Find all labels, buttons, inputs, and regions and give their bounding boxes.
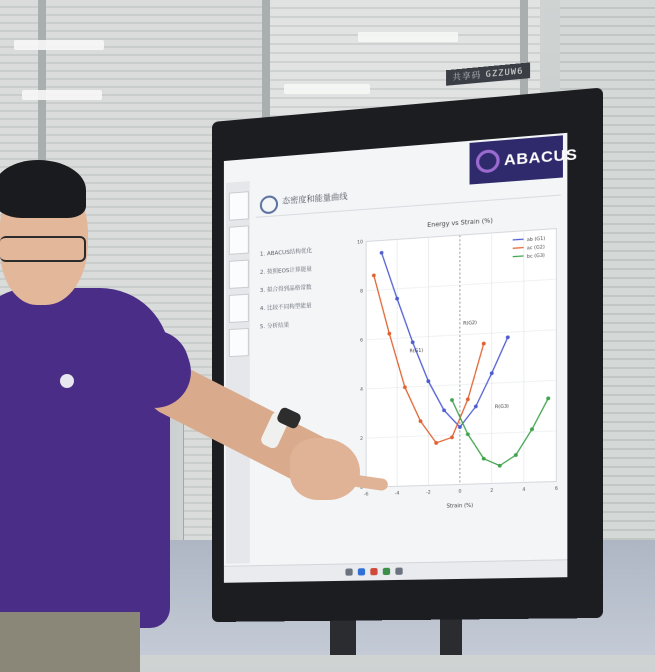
slide-thumbnail[interactable] [229, 294, 249, 323]
plot-area [366, 229, 556, 488]
ceiling-light [284, 84, 370, 94]
bullet-item: 4. 比较不同构型能量 [259, 303, 312, 313]
taskbar-app-icon[interactable] [370, 568, 377, 575]
bullet-item: 5. 分析结果 [259, 322, 290, 331]
x-tick-label: 0 [458, 489, 462, 495]
x-tick-label: -4 [394, 491, 400, 497]
glasses [0, 236, 86, 262]
chart-annotation: R(G1) [409, 348, 424, 355]
legend-label: ab (G1) [526, 236, 546, 243]
slide-thumbnail[interactable] [229, 260, 249, 289]
person-hair [0, 160, 86, 218]
legend-label: bc (G3) [526, 253, 545, 260]
legend [513, 235, 546, 260]
bullet-item: 1. ABACUS结构优化 [259, 248, 313, 258]
share-code-label: 共享码 [452, 70, 482, 83]
y-tick-label: 2 [360, 436, 364, 442]
y-tick-label: 6 [360, 338, 364, 344]
section-icon [260, 195, 278, 215]
presentation-slide [224, 133, 578, 582]
x-tick-label: -6 [363, 492, 369, 498]
shirt-logo [60, 374, 74, 388]
interactive-display [212, 66, 603, 622]
x-axis-label: Strain (%) [446, 502, 474, 510]
y-tick-label: 8 [360, 289, 364, 295]
ceiling-light [358, 32, 458, 42]
slide-thumbnail[interactable] [229, 225, 249, 255]
chart-annotation: R(G2) [463, 320, 477, 327]
abacus-logo-icon [476, 149, 500, 174]
slide-thumbnail[interactable] [229, 328, 249, 357]
y-tick-label: 0 [360, 485, 364, 492]
taskbar-app-icon[interactable] [383, 568, 390, 575]
taskbar-app-icon[interactable] [345, 568, 352, 575]
person-pants [0, 612, 140, 672]
y-tick-label: 4 [360, 387, 364, 393]
x-tick-label: 4 [522, 487, 526, 494]
ceiling-light [14, 40, 104, 50]
legend-swatch [513, 239, 524, 240]
ceiling-light [22, 90, 102, 100]
taskbar[interactable] [224, 559, 567, 583]
legend-swatch [513, 248, 524, 249]
bullet-item: 2. 按照EOS计算能量 [259, 266, 312, 276]
slide-thumbnail-strip[interactable] [226, 181, 250, 564]
brand-name: ABACUS [503, 145, 578, 170]
taskbar-app-icon[interactable] [395, 568, 402, 575]
y-tick-label: 10 [357, 240, 364, 246]
energy-chart [343, 201, 563, 523]
slide-title: 态密度和能量曲线 [282, 191, 348, 206]
x-tick-label: -2 [425, 490, 431, 496]
x-tick-label: 6 [554, 486, 558, 493]
chart-svg [343, 201, 563, 523]
chart-annotation: R(G3) [494, 404, 509, 411]
chart-title: Energy vs Strain (%) [427, 217, 493, 230]
taskbar-app-icon[interactable] [358, 568, 365, 575]
legend-label: ac (G2) [526, 244, 545, 252]
legend-swatch [513, 256, 524, 257]
bullet-list [260, 245, 348, 342]
share-code: GZZUW6 [485, 66, 524, 80]
bullet-item: 3. 拟合得到晶格常数 [259, 284, 312, 295]
x-tick-label: 2 [490, 488, 494, 494]
slide-thumbnail[interactable] [229, 191, 249, 221]
